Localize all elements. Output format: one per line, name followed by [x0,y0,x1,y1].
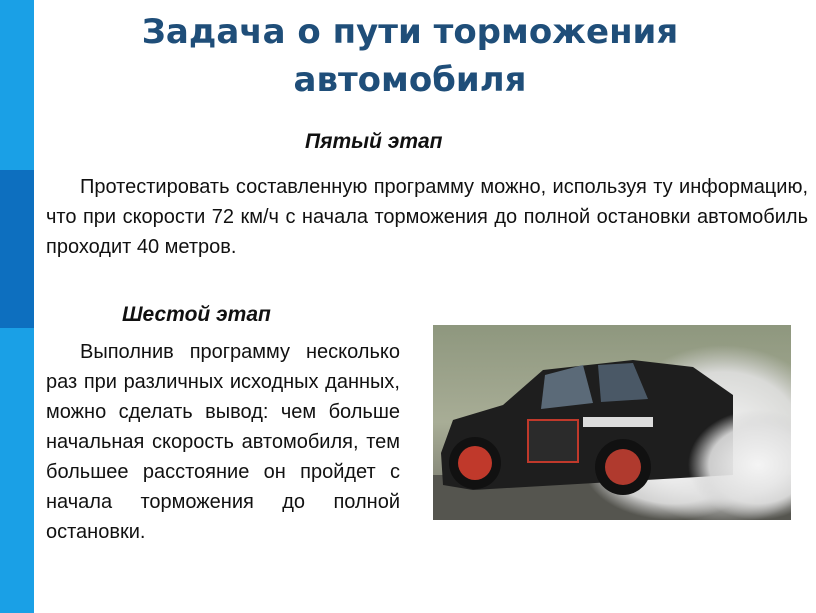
front-wheel-rim [458,446,492,480]
car-door-decal [528,420,578,462]
stage-5-text: Протестировать составленную программу можно, используя ту информацию, что при скорости 72 км/ч с начала торможения до полной остановки автомобиль проходит 40 метров. [46,176,808,258]
car-sponsor-stripe [583,417,653,427]
stage-5-heading: Пятый этап [305,130,443,153]
drifting-car-photo [433,325,791,520]
rear-wheel-rim [605,449,641,485]
left-accent-bar [0,0,34,613]
left-accent-bar-dark-segment [0,170,34,328]
stage-6-text: Выполнив программу несколько раз при различных исходных данных, можно сделать вывод: чем больше начальная скорость автомобиля, тем большее расстояние он пройдет с начала торможения до полной остановки. [46,341,400,543]
slide-title [60,8,760,104]
drifting-car-illustration [433,325,791,520]
stage-6-heading: Шестой этап [122,303,271,326]
slide-title-line-2: автомобиля [293,60,527,100]
slide-title-line-1: Задача о пути торможения [141,12,679,52]
